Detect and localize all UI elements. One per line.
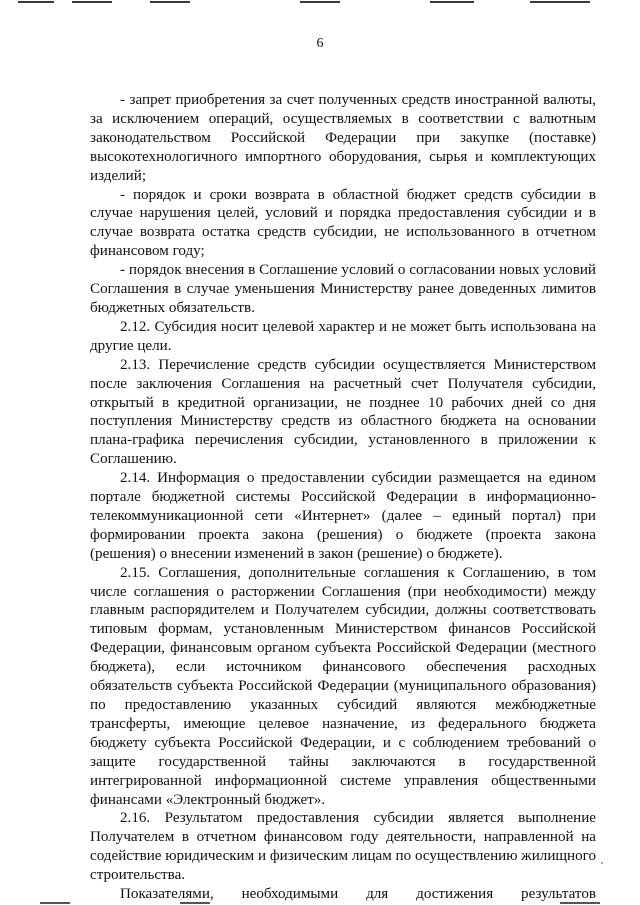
scan-edge-top: [0, 0, 640, 3]
paragraph-indicators: Показателями, необходимыми для достижения результатов: [120, 886, 596, 903]
paragraph-list-item-agreement-terms: - порядок внесения в Соглашение условий о согласовании новых условий Соглашения в случае уменьшения Министерству ранее доведенных лимитов бюджетных обязательств.: [90, 262, 596, 316]
paragraph-2-14: 2.14. Информация о предоставлении субсидии размещается на едином портале бюджетной системы Российской Федерации в информационно-телекоммуникационной сети «Интернет» (далее – единый портал) при формировании проекта закона (решения) о бюджете (проекта закона (решения) о внесении изменений в закон (решение) о бюджете).: [90, 470, 596, 562]
paragraph-list-item-currency: - запрет приобретения за счет полученных средств иностранной валюты, за исключением операций, осуществляемых в соответствии с валютным законодательством Российской Федерации при закупке (поставке) высокотехнологичного импортного оборудования, сырья и комплектующих изделий;: [90, 92, 596, 184]
scan-edge-bottom: [0, 899, 640, 905]
paragraph-list-item-refund: - порядок и сроки возврата в областной бюджет средств субсидии в случае нарушения целей, условий и порядка предоставления субсидии и в случае возврата остатка средств субсидии, не использованного в отчетном финансовом году;: [90, 186, 596, 260]
paragraph-2-15: 2.15. Соглашения, дополнительные соглашения к Соглашению, в том числе соглашения о расторжении Соглашения (при необходимости) между главным распорядителем и Получателем субсидии, должны соответствовать типовым формам, установленным Министерством финансов Российской Федерации, финансовым органом субъекта Российской Федерации (местного бюджета), если источником финансового обеспечения расходных обязательств субъекта Российской Федерации (муниципального образования) по предоставлению указанных субсидий являются межбюджетные трансферты, имеющие целевое назначение, из федерального бюджета бюджету субъекта Российской Федерации, и с соблюдением требований о защите государственной тайны заключаются в государственной интегрированной информационной системе управления общественными финансами «Электронный бюджет».: [90, 564, 596, 808]
document-body: [90, 91, 596, 904]
page-number: 6: [316, 36, 324, 51]
paragraph-2-16: 2.16. Результатом предоставления субсидии является выполнение Получателем в отчетном финансовом году деятельности, направленной на содействие юридическим и физическим лицам по осуществлению жилищного строительства.: [90, 810, 597, 884]
paragraph-2-13: 2.13. Перечисление средств субсидии осуществляется Министерством после заключения Соглашения на расчетный счет Получателя субсидии, открытый в кредитной организации, не позднее 10 рабочих дней со дня поступления Министерству средств из областного бюджета на основании плана-графика перечисления субсидии, установленного в приложении к Соглашению.: [90, 356, 596, 468]
scan-speck: [601, 862, 603, 864]
paragraph-2-12: 2.12. Субсидия носит целевой характер и не может быть использована на другие цели.: [90, 318, 596, 354]
